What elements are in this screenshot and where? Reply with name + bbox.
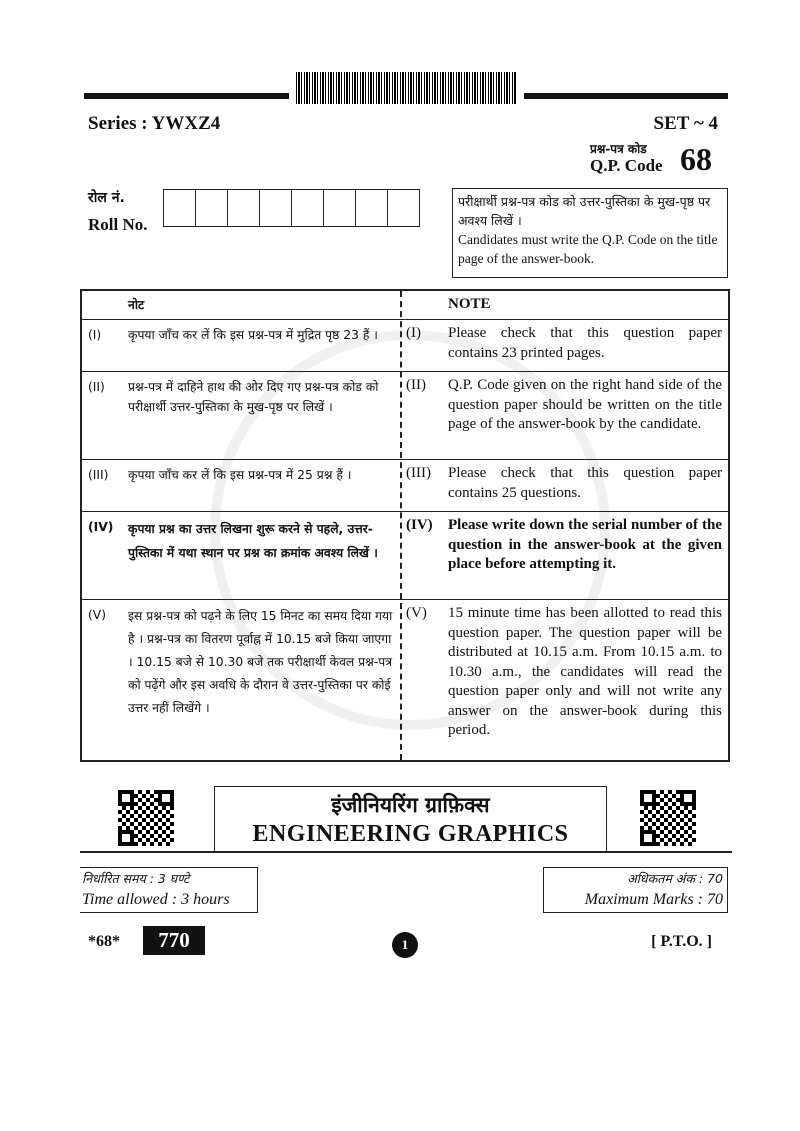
- note-row: [82, 459, 728, 512]
- roll-digit-box[interactable]: [324, 189, 356, 227]
- note-text-english: Q.P. Code given on the right hand side of the question paper should be written on the title page of the answer-book by the candidate.: [448, 377, 722, 432]
- note-text-hindi: प्रश्न-पत्र में दाहिने हाथ की ओर दिए गए प्रश्न-पत्र कोड को परीक्षार्थी उत्तर-पुस्तिका के मुख-पृष्ठ पर लिखें ।: [128, 380, 379, 414]
- qp-code-label: Q.P. Code: [590, 156, 663, 175]
- note-number: (I): [406, 325, 421, 341]
- series-label: Series : YWXZ4: [88, 113, 221, 134]
- top-rule-right: [524, 93, 728, 99]
- page-number: 1: [392, 932, 418, 958]
- note-number: (III): [88, 468, 109, 482]
- set-label: SET ~ 4: [653, 113, 718, 134]
- subject-title-english: ENGINEERING GRAPHICS: [252, 821, 569, 847]
- paper-code: *68*: [88, 933, 120, 950]
- max-marks-box: [543, 867, 728, 913]
- roll-label-hindi: रोल नं.: [88, 190, 125, 206]
- note-row: [82, 319, 728, 372]
- qr-code-left: [118, 790, 174, 846]
- time-hindi: निर्धारित समय : 3 घण्टे: [82, 871, 190, 886]
- marks-hindi: अधिकतम अंक : 70: [627, 871, 723, 886]
- roll-label: Roll No.: [88, 215, 148, 234]
- note-text-hindi: इस प्रश्न-पत्र को पढ़ने के लिए 15 मिनट का समय दिया गया है । प्रश्न-पत्र का वितरण पूर्वाह्न में 10.15 बजे किया जाएगा । 10.15 बजे से 10.30 बजे तक परीक्षार्थी केवल प्रश्न-पत्र को पढ़ेंगे और इस अवधि के दौरान वे उत्तर-पुस्तिका पर कोई उत्तर नहीं लिखेंगे ।: [128, 609, 393, 715]
- roll-digit-box[interactable]: [163, 189, 196, 227]
- roll-number-boxes[interactable]: [163, 189, 420, 227]
- subject-underline: [80, 851, 732, 853]
- note-text-english: 15 minute time has been allotted to read this question paper. The question paper will be distributed at 10.15 a.m. From 10.15 a.m. to 10.30 a.m., the candidates will read the question paper only and will not write any answer on the answer-book during this period.: [448, 605, 722, 738]
- note-text-english: Please check that this question paper contains 25 questions.: [448, 465, 722, 501]
- note-number: (I): [88, 328, 102, 342]
- time-allowed-box: [80, 867, 258, 913]
- roll-digit-box[interactable]: [356, 189, 388, 227]
- roll-digit-box[interactable]: [228, 189, 260, 227]
- notes-header-hindi: नोट: [128, 298, 145, 312]
- time-english: Time allowed : 3 hours: [82, 891, 230, 908]
- note-number: (II): [406, 377, 426, 393]
- pto-label: [ P.T.O. ]: [651, 933, 712, 950]
- roll-digit-box[interactable]: [196, 189, 228, 227]
- note-number: (IV): [406, 517, 433, 533]
- note-text-english: Please write down the serial number of the question in the answer-book at the given place before attempting it.: [448, 517, 722, 572]
- note-number: (II): [88, 380, 105, 394]
- marks-english: Maximum Marks : 70: [584, 891, 723, 908]
- note-number: (V): [88, 608, 107, 622]
- note-row: [82, 371, 728, 460]
- top-rule-left: [84, 93, 289, 99]
- note-text-english: Please check that this question paper contains 23 printed pages.: [448, 325, 722, 361]
- note-text-hindi: कृपया जाँच कर लें कि इस प्रश्न-पत्र में मुद्रित पृष्ठ 23 हैं ।: [128, 328, 378, 342]
- qp-code-value: 68: [680, 141, 712, 177]
- paper-number-badge: 770: [143, 926, 205, 955]
- instruction-hindi: परीक्षार्थी प्रश्न-पत्र कोड को उत्तर-पुस्तिका के मुख-पृष्ठ पर अवश्य लिखें ।: [458, 194, 711, 228]
- subject-title-box: [214, 786, 607, 853]
- note-text-hindi: कृपया प्रश्न का उत्तर लिखना शुरू करने से पहले, उत्तर-पुस्तिका में यथा स्थान पर प्रश्न का क्रमांक अवश्य लिखें ।: [128, 522, 378, 560]
- subject-title-hindi: इंजीनियरिंग ग्राफ़िक्स: [331, 793, 490, 817]
- note-row: [82, 511, 728, 600]
- qp-code-instruction-box: [452, 188, 728, 278]
- notes-header-english: NOTE: [448, 296, 491, 312]
- notes-table: [80, 289, 730, 762]
- roll-digit-box[interactable]: [260, 189, 292, 227]
- qr-code-right: [640, 790, 696, 846]
- instruction-english: Candidates must write the Q.P. Code on the title page of the answer-book.: [458, 232, 718, 266]
- notes-header-row: [82, 291, 728, 320]
- barcode: [296, 72, 516, 104]
- roll-digit-box[interactable]: [388, 189, 420, 227]
- note-number: (III): [406, 465, 431, 481]
- note-row: [82, 599, 728, 760]
- note-number: (IV): [88, 520, 114, 534]
- note-number: (V): [406, 605, 427, 621]
- note-text-hindi: कृपया जाँच कर लें कि इस प्रश्न-पत्र में 25 प्रश्न हैं ।: [128, 468, 352, 482]
- qp-code-hindi: प्रश्न-पत्र कोड: [590, 142, 647, 156]
- roll-digit-box[interactable]: [292, 189, 324, 227]
